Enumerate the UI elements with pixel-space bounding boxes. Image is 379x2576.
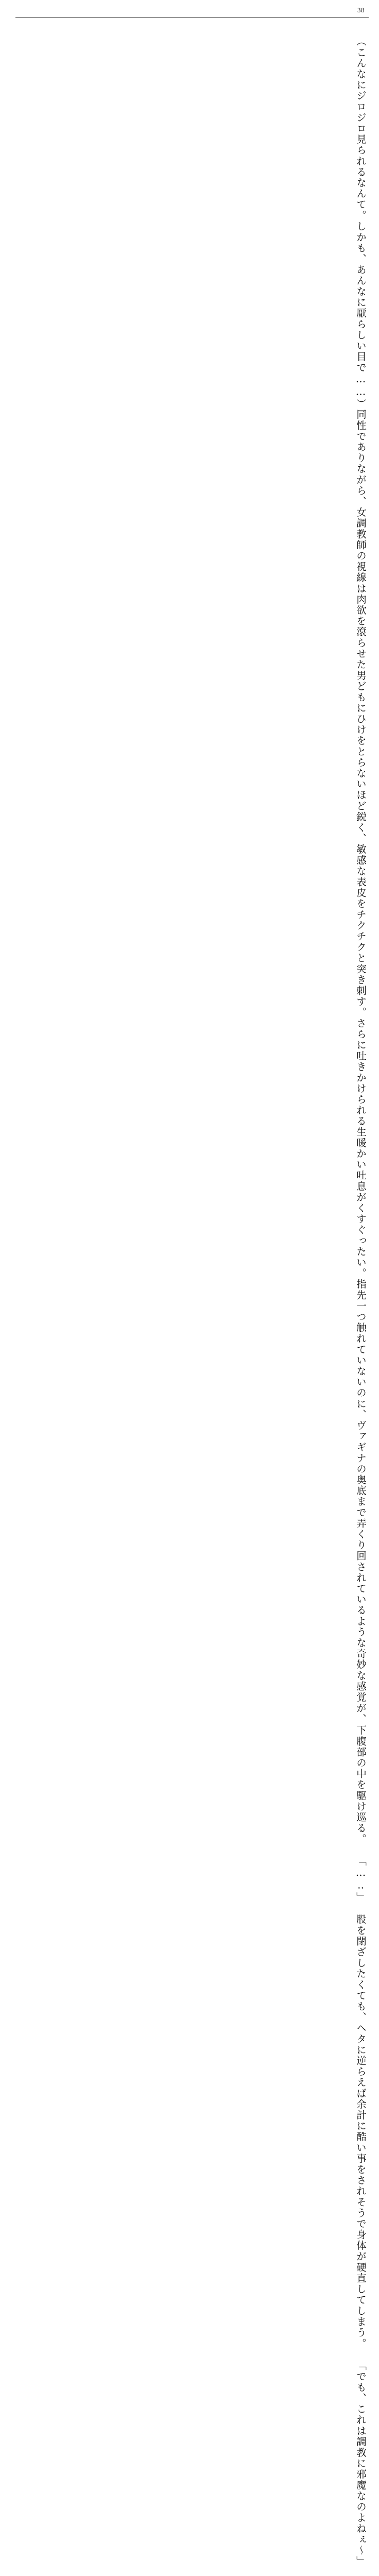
text-line — [351, 2567, 370, 2576]
text-line: 指先一つ触れていないのに、ヴァギナの奥底まで弄くり回されているような奇妙な感覚が、 — [355, 1279, 367, 1725]
text-line: う。 — [355, 2327, 367, 2349]
text-line: 同性でありながら、女調教師の視線は肉欲を滾らせた男どもにひけをとらないほど鋭く、 — [355, 409, 367, 844]
text-line: 「…‥」 — [355, 1855, 367, 1903]
vertical-text-block — [12, 25, 370, 2567]
text-line: （こんなにジロジロ見られるなんて。しかも、あんなに厭らしい目で……） — [355, 36, 367, 410]
text-line: 下腹部の中を駆け巡る。 — [355, 1724, 367, 1844]
text-line: 股を閉ざしたくても、ヘタに逆らえば余計に酷い事をされそうで身体が硬直してしま — [355, 1914, 367, 2327]
page-body — [12, 25, 370, 2567]
page-number: 38 — [357, 6, 365, 14]
text-line: 敏感な表皮をチクチクと突き刺す。さらに吐きかけられる生暖かい吐息がくすぐったい。 — [355, 844, 367, 1279]
text-line: 「でも、これは調教に邪魔なのよねぇ～」 — [355, 2360, 367, 2567]
header-rule — [15, 17, 369, 18]
